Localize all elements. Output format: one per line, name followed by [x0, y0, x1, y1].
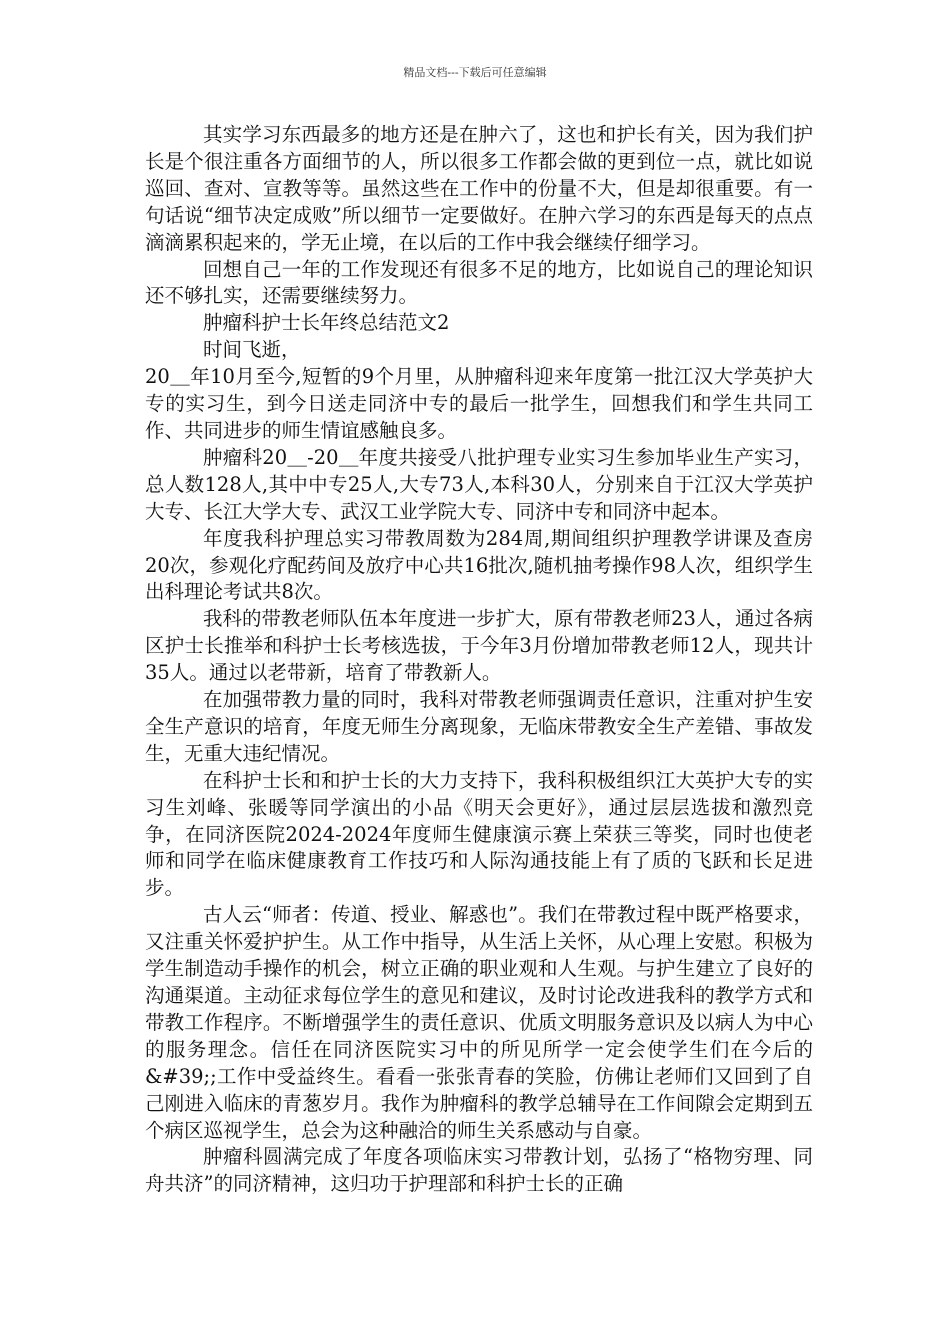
paragraph: 在加强带教力量的同时，我科对带教老师强调责任意识，注重对护生安全生产意识的培育，年度无师生分离现象，无临床带教安全生产差错、事故发生，无重大违纪情况。: [145, 688, 813, 765]
paragraph: 肿瘤科圆满完成了年度各项临床实习带教计划，弘扬了“格物穷理、同舟共济”的同济精神，这归功于护理部和科护士长的正确: [145, 1145, 813, 1196]
page-header: 精品文档---下载后可任意编辑: [403, 66, 547, 79]
document-body: [145, 122, 813, 1198]
section-title: 肿瘤科护士长年终总结范文2: [203, 311, 450, 335]
paragraph: 回想自己一年的工作发现还有很多不足的地方，比如说自己的理论知识还不够扎实，还需要继续努力。: [145, 257, 813, 308]
paragraph: 我科的带教老师队伍本年度进一步扩大，原有带教老师23人，通过各病区护士长推举和科护士长考核选拔，于今年3月份增加带教老师12人，现共计35人。通过以老带新，培育了带教新人。: [145, 607, 813, 685]
paragraph: 肿瘤科20＿-20＿年度共接受八批护理专业实习生参加毕业生产实习，总人数128人,其中中专25人,大专73人,本科30人，分别来自于江汉大学英护大专、长江大学大专、武汉工业学院大专、同济中专和同济中起本。: [145, 445, 813, 523]
paragraph: 其实学习东西最多的地方还是在肿六了，这也和护长有关，因为我们护长是个很注重各方面细节的人，所以很多工作都会做的更到位一点，就比如说巡回、查对、宣教等等。虽然这些在工作中的份量不大，但是却很重要。有一句话说“细节决定成败”所以细节一定要做好。在肿六学习的东西是每天的点点滴滴累积起来的，学无止境，在以后的工作中我会继续仔细学习。: [145, 123, 813, 254]
paragraph: 在科护士长和和护士长的大力支持下，我科积极组织江大英护大专的实习生刘峰、张暖等同学演出的小品《明天会更好》，通过层层选拔和激烈竞争，在同济医院2024-2024年度师生健康演示赛上荣获三等奖，同时也使老师和同学在临床健康教育工作技巧和人际沟通技能上有了质的飞跃和长足进步。: [145, 768, 813, 900]
paragraph: 时间飞逝，: [203, 338, 301, 362]
paragraph: 年度我科护理总实习带教周数为284周,期间组织护理教学讲课及查房20次，参观化疗配药间及放疗中心共16批次,随机抽考操作98人次，组织学生出科理论考试共8次。: [145, 526, 813, 604]
paragraph: 古人云“师者：传道、授业、解惑也”。我们在带教过程中既严格要求，又注重关怀爱护护生。从工作中指导，从生活上关怀，从心理上安慰。积极为学生制造动手操作的机会，树立正确的职业观和人生观。与护生建立了良好的沟通渠道。主动征求每位学生的意见和建议，及时讨论改进我科的教学方式和带教工作程序。不断增强学生的责任意识、优质文明服务意识及以病人为中心的服务理念。信任在同济医院实习中的所见所学一定会使学生们在今后的&#39;;工作中受益终生。看看一张张青春的笑脸，仿佛让老师们又回到了自己刚进入临床的青葱岁月。我作为肿瘤科的教学总辅导在工作间隙会定期到五个病区巡视学生，总会为这种融洽的师生关系感动与自豪。: [145, 903, 813, 1142]
paragraph: 20＿年10月至今,短暂的9个月里，从肿瘤科迎来年度第一批江汉大学英护大专的实习生，到今日送走同济中专的最后一批学生，回想我们和学生共同工作、共同进步的师生情谊感触良多。: [145, 365, 813, 442]
